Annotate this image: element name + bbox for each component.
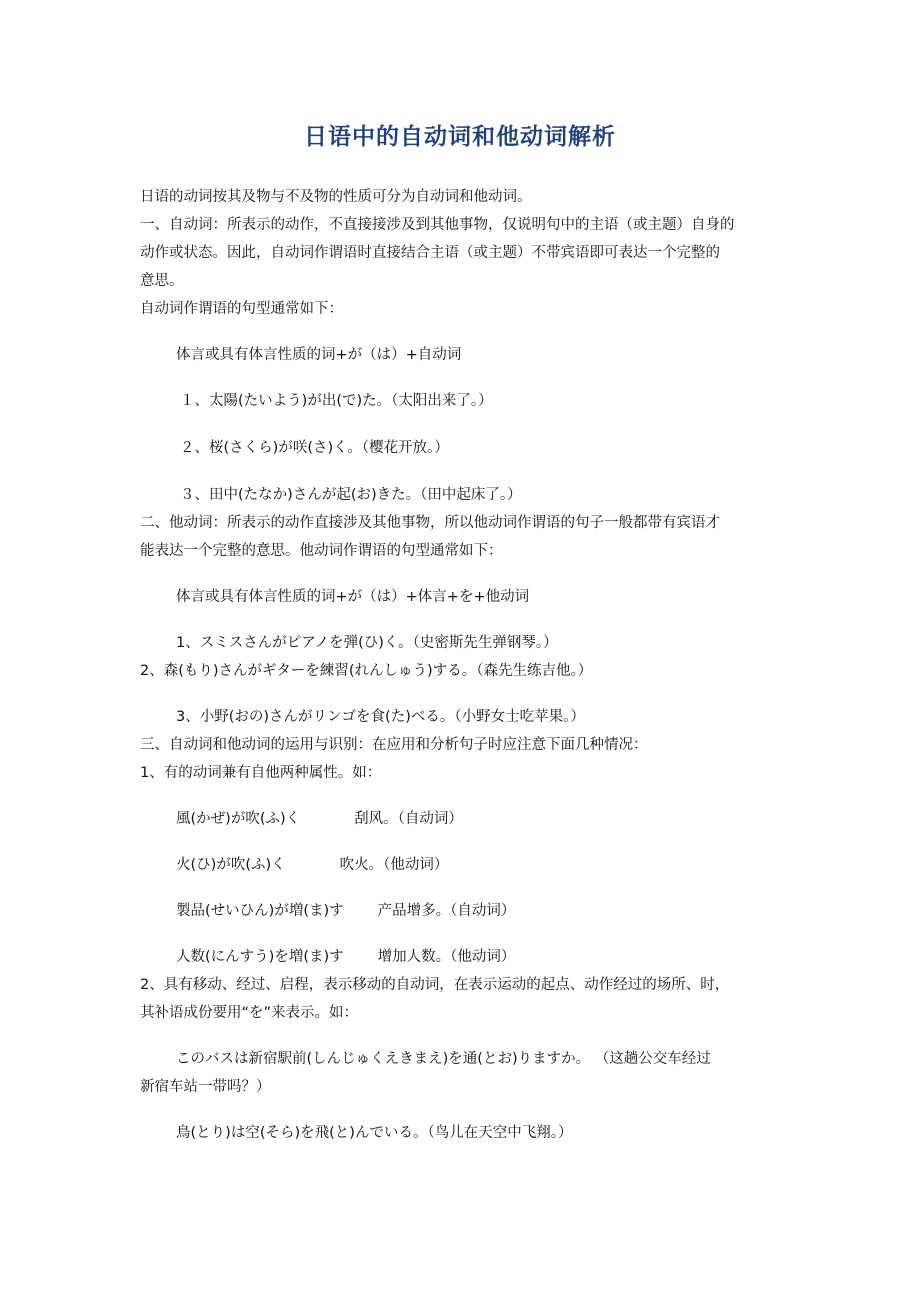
intro-paragraph: 日语的动词按其及物与不及物的性质可分为自动词和他动词。 <box>140 189 532 205</box>
pair-2 <box>176 856 448 874</box>
document-title: 日语中的自动词和他动词解析 <box>304 124 616 150</box>
point2-example-2: 鳥(とり)は空(そら)を飛(と)んでいる。（鸟儿在天空中飞翔。） <box>176 1125 573 1141</box>
section1-example-3: ３、田中(たなか)さんが起(お)きた。（田中起床了。） <box>180 487 522 503</box>
section3-heading: 三、自动词和他动词的运用与识别：在应用和分析句子时应注意下面几种情况： <box>140 737 648 753</box>
pair-3 <box>176 902 515 920</box>
section1-text-line3: 意思。 <box>140 273 184 289</box>
section1-pattern-intro: 自动词作谓语的句型通常如下： <box>140 301 343 317</box>
section2-example-1: 1、スミスさんがピアノを弾(ひ)く。（史密斯先生弹钢琴。） <box>176 635 558 651</box>
section1-example-1: １、太陽(たいよう)が出(で)た。（太阳出来了。） <box>180 393 493 409</box>
section3-point2-line2: 其补语成份要用“を”来表示。如： <box>140 1005 359 1021</box>
section2-example-3: 3、小野(おの)さんがリンゴを食(た)べる。（小野女士吃苹果。） <box>176 709 585 725</box>
pair-2-japanese: 火(ひ)が吹(ふ)く <box>176 857 286 873</box>
pair-1-chinese: 刮风。（自动词） <box>354 811 463 827</box>
section3-point2-line1: 2、具有移动、经过、启程，表示移动的自动词，在表示运动的起点、动作经过的场所、时， <box>140 977 730 993</box>
section1-pattern: 体言或具有体言性质的词+が（は）+自动词 <box>176 347 462 363</box>
section1-text-line1: 一、自动词：所表示的动作，不直接接涉及到其他事物，仅说明句中的主语（或主题）自身的 <box>140 217 735 233</box>
point2-example-1-line1: このバスは新宿駅前(しんじゅくえきまえ)を通(とお)りますか。 （这趟公交车经过 <box>176 1051 711 1067</box>
pair-4 <box>176 948 515 966</box>
pair-3-japanese: 製品(せいひん)が増(ま)す <box>176 903 344 919</box>
pair-1-japanese: 風(かぜ)が吹(ふ)く <box>176 811 301 827</box>
pair-1 <box>176 810 463 828</box>
section1-text-line2: 动作或状态。因此，自动词作谓语时直接结合主语（或主题）不带宾语即可表达一个完整的 <box>140 245 720 261</box>
pair-2-chinese: 吹火。（他动词） <box>339 857 449 873</box>
pair-4-chinese: 增加人数。（他动词） <box>377 949 516 965</box>
pair-3-chinese: 产品增多。（自动词） <box>377 903 516 919</box>
section2-pattern: 体言或具有体言性质的词+が（は）+体言+を+他动词 <box>176 589 530 605</box>
point2-example-1-line2: 新宿车站一带吗？） <box>140 1079 271 1095</box>
section3-point1: 1、有的动词兼有自他两种属性。如： <box>140 765 382 781</box>
section1-example-2: ２、桜(さくら)が咲(さ)く。（樱花开放。） <box>180 440 449 456</box>
pair-4-japanese: 人数(にんすう)を増(ま)す <box>176 949 344 965</box>
section2-text-line2: 能表达一个完整的意思。他动词作谓语的句型通常如下： <box>140 543 503 559</box>
section2-example-2: 2、森(もり)さんがギターを練習(れんしゅう)する。（森先生练吉他。） <box>140 663 593 679</box>
section2-text-line1: 二、他动词：所表示的动作直接涉及其他事物，所以他动词作谓语的句子一般都带有宾语才 <box>140 515 720 531</box>
